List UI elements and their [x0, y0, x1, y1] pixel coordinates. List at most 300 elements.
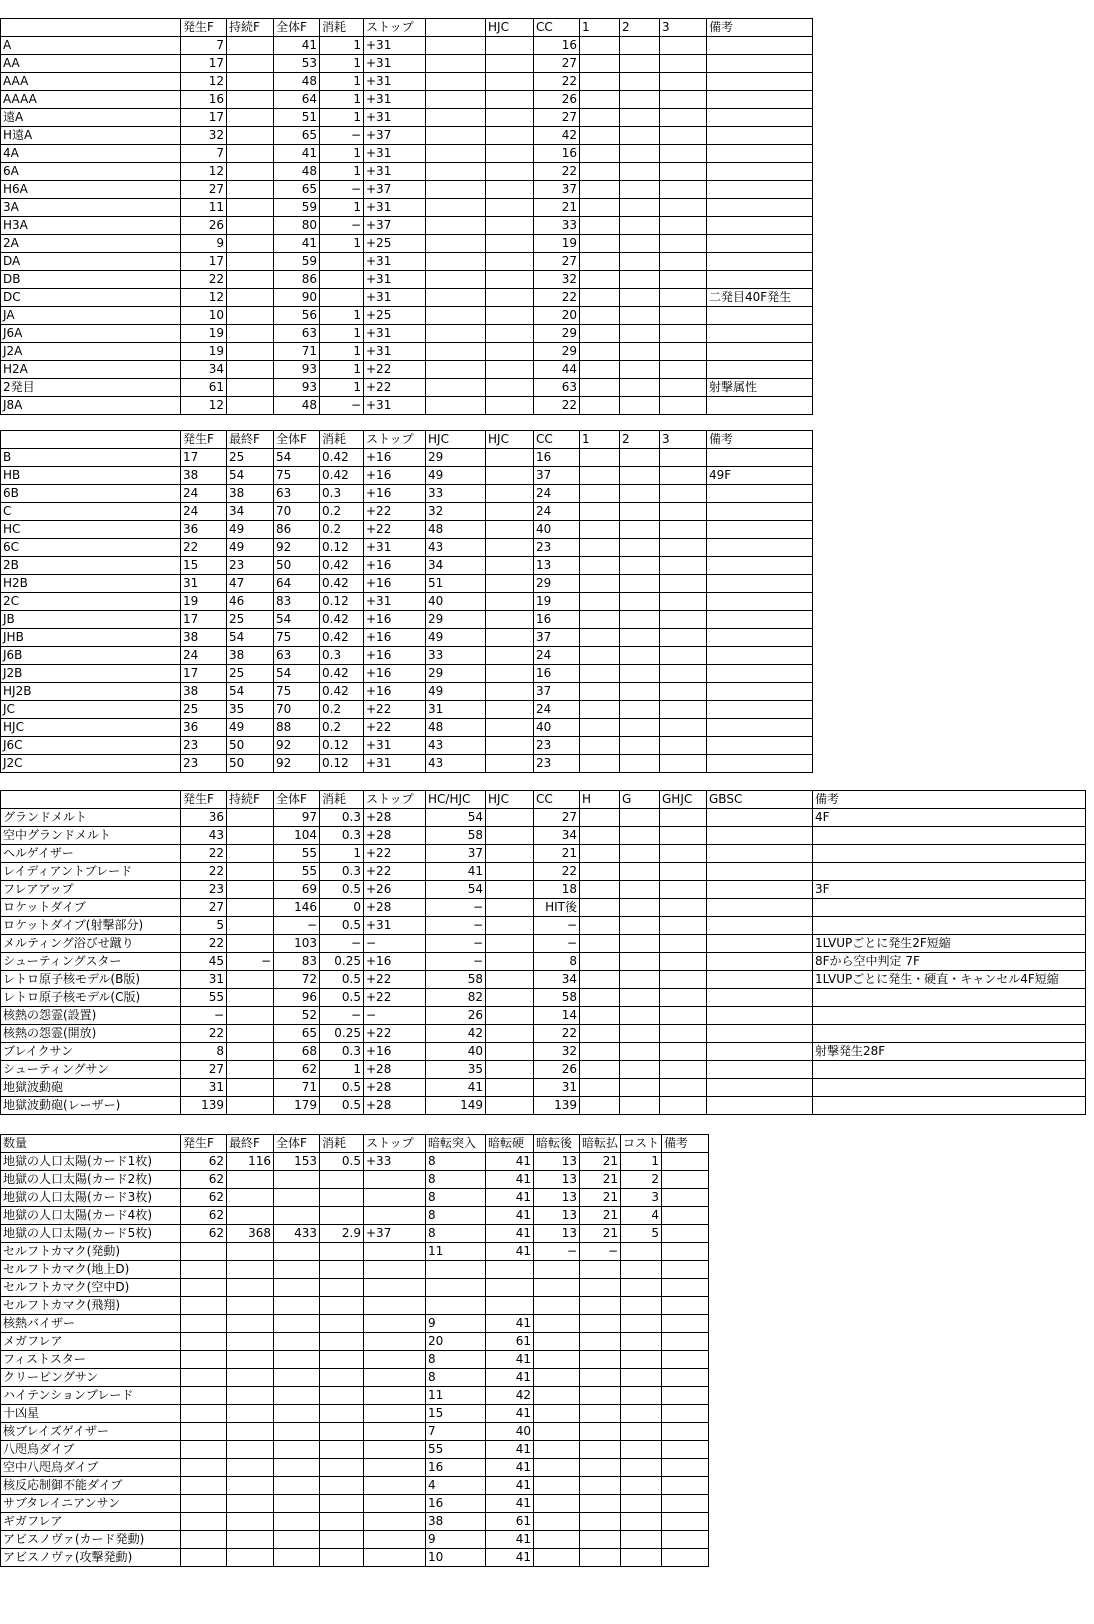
table-cell: 58: [426, 827, 486, 845]
table-row: [1, 971, 1086, 989]
table-cell: [621, 1369, 662, 1387]
table-cell: [621, 1459, 662, 1477]
table-cell: 38: [426, 1513, 486, 1531]
table-cell: [364, 1459, 426, 1477]
table-cell: [227, 325, 274, 343]
table-cell: [227, 163, 274, 181]
table-cell: [426, 1297, 486, 1315]
table-cell: 49: [227, 521, 274, 539]
table-cell: [620, 755, 660, 773]
table-cell: [364, 1261, 426, 1279]
table-cell: [621, 1549, 662, 1567]
column-header: 消耗: [320, 791, 364, 809]
table-cell: 26: [534, 91, 580, 109]
table-row: [1, 1297, 709, 1315]
table-cell: [486, 449, 534, 467]
column-header: コスト: [621, 1135, 662, 1153]
table-cell: 23: [181, 881, 227, 899]
table-cell: 75: [274, 467, 320, 485]
table-cell: [181, 1531, 227, 1549]
table-cell: 27: [181, 181, 227, 199]
table-cell: 146: [274, 899, 320, 917]
table-cell: +28: [364, 809, 426, 827]
table-row: [1, 163, 813, 181]
table-cell: 5: [181, 917, 227, 935]
table-cell: [580, 701, 620, 719]
table-cell: −: [426, 917, 486, 935]
table-cell: [486, 127, 534, 145]
table-cell: [580, 91, 620, 109]
table-cell: [621, 1279, 662, 1297]
table-cell: 90: [274, 289, 320, 307]
column-header: 備考: [813, 791, 1086, 809]
table-cell: [707, 863, 813, 881]
table-cell: [486, 235, 534, 253]
table-cell: [707, 343, 813, 361]
table-cell: [813, 899, 1086, 917]
row-label: JB: [1, 611, 181, 629]
table-cell: [707, 899, 813, 917]
table-cell: [707, 503, 813, 521]
column-header: 持続F: [227, 791, 274, 809]
table-cell: +22: [364, 701, 426, 719]
table-cell: [620, 467, 660, 485]
row-label: 空中八咫烏ダイブ: [1, 1459, 181, 1477]
table-cell: 50: [227, 755, 274, 773]
table-cell: [580, 1261, 621, 1279]
table-cell: [320, 1423, 364, 1441]
table-cell: 41: [426, 863, 486, 881]
table-cell: [707, 521, 813, 539]
table-row: [1, 379, 813, 397]
table-cell: 103: [274, 935, 320, 953]
table-cell: [580, 1387, 621, 1405]
table-cell: [486, 397, 534, 415]
table-cell: 8: [426, 1189, 486, 1207]
table-cell: [660, 899, 707, 917]
table-cell: 61: [486, 1333, 534, 1351]
table-cell: 16: [181, 91, 227, 109]
table-cell: +25: [364, 307, 426, 325]
table-cell: [486, 917, 534, 935]
table-cell: +31: [364, 109, 426, 127]
row-label: 6C: [1, 539, 181, 557]
table-row: [1, 845, 1086, 863]
row-label: H3A: [1, 217, 181, 235]
table-cell: [707, 1079, 813, 1097]
table-cell: [227, 1441, 274, 1459]
table-cell: 36: [181, 809, 227, 827]
table-cell: [580, 521, 620, 539]
table-row: [1, 145, 813, 163]
table-cell: [364, 1243, 426, 1261]
table-cell: 40: [426, 593, 486, 611]
table-cell: 26: [426, 1007, 486, 1025]
table-cell: 5: [621, 1225, 662, 1243]
table-cell: [320, 1261, 364, 1279]
table-cell: +31: [364, 37, 426, 55]
row-label: フィストスター: [1, 1351, 181, 1369]
table-cell: 33: [426, 647, 486, 665]
table-row: [1, 73, 813, 91]
table-cell: [181, 1351, 227, 1369]
row-label: B: [1, 449, 181, 467]
table-cell: [620, 397, 660, 415]
table-cell: +31: [364, 325, 426, 343]
table-cell: [621, 1495, 662, 1513]
table-cell: [486, 361, 534, 379]
row-label: AAA: [1, 73, 181, 91]
table-cell: +16: [364, 611, 426, 629]
table-cell: [580, 235, 620, 253]
table-cell: [274, 1495, 320, 1513]
table-cell: [274, 1171, 320, 1189]
table-row: [1, 683, 813, 701]
table-cell: [660, 1079, 707, 1097]
table-cell: +25: [364, 235, 426, 253]
row-label: 地獄の人口太陽(カード1枚): [1, 1153, 181, 1171]
table-cell: 70: [274, 503, 320, 521]
table-cell: [660, 611, 707, 629]
table-cell: [620, 845, 660, 863]
table-row: [1, 1261, 709, 1279]
row-label: AAAA: [1, 91, 181, 109]
column-header: GHJC: [660, 791, 707, 809]
table-cell: 27: [534, 809, 580, 827]
row-label: 核ブレイズゲイザー: [1, 1423, 181, 1441]
table-cell: +37: [364, 127, 426, 145]
table-cell: +26: [364, 881, 426, 899]
table-cell: [227, 271, 274, 289]
table-cell: 17: [181, 55, 227, 73]
column-header: HJC: [426, 431, 486, 449]
table-row: [1, 989, 1086, 1007]
table-cell: 51: [274, 109, 320, 127]
table-cell: 8: [534, 953, 580, 971]
table-cell: [364, 1405, 426, 1423]
frame-data-table-specials: [0, 790, 1086, 1115]
table-cell: 12: [181, 73, 227, 91]
table-cell: 45: [181, 953, 227, 971]
frame-data-table-shots: [0, 430, 813, 773]
table-cell: 49: [426, 629, 486, 647]
table-cell: [660, 971, 707, 989]
table-cell: [486, 845, 534, 863]
table-cell: 0.12: [320, 539, 364, 557]
table-cell: 41: [486, 1189, 534, 1207]
table-cell: 86: [274, 271, 320, 289]
table-cell: [580, 881, 620, 899]
row-label: A: [1, 37, 181, 55]
table-cell: 10: [426, 1549, 486, 1567]
table-cell: 9: [181, 235, 227, 253]
table-cell: [620, 325, 660, 343]
table-cell: 0.5: [320, 1079, 364, 1097]
table-cell: [660, 1025, 707, 1043]
table-cell: 21: [580, 1189, 621, 1207]
table-cell: [660, 1097, 707, 1115]
table-cell: 1: [320, 37, 364, 55]
table-cell: [534, 1459, 580, 1477]
row-label: HB: [1, 467, 181, 485]
table-cell: 41: [274, 145, 320, 163]
table-cell: 51: [426, 575, 486, 593]
table-cell: 38: [181, 467, 227, 485]
table-cell: [660, 989, 707, 1007]
table-cell: 179: [274, 1097, 320, 1115]
table-cell: [662, 1207, 709, 1225]
table-cell: [486, 145, 534, 163]
table-cell: [181, 1333, 227, 1351]
table-cell: 63: [274, 647, 320, 665]
table-cell: [707, 181, 813, 199]
table-cell: [486, 665, 534, 683]
table-cell: 24: [534, 485, 580, 503]
table-cell: [580, 289, 620, 307]
table-cell: [426, 145, 486, 163]
table-cell: [227, 1495, 274, 1513]
table-cell: [660, 127, 707, 145]
table-cell: [580, 557, 620, 575]
table-cell: 41: [274, 235, 320, 253]
table-cell: 0.42: [320, 557, 364, 575]
table-cell: 54: [274, 665, 320, 683]
table-cell: 50: [227, 737, 274, 755]
table-cell: −: [181, 1007, 227, 1025]
table-cell: 0.12: [320, 593, 364, 611]
row-label: レトロ原子核モデル(B版): [1, 971, 181, 989]
table-cell: [620, 701, 660, 719]
column-header: 備考: [662, 1135, 709, 1153]
table-cell: [621, 1531, 662, 1549]
header-row: [1, 791, 1086, 809]
table-cell: 64: [274, 575, 320, 593]
table-cell: 31: [181, 1079, 227, 1097]
table-cell: [486, 539, 534, 557]
table-cell: 55: [181, 989, 227, 1007]
table-cell: 1: [320, 109, 364, 127]
column-header: ストップ: [364, 19, 426, 37]
table-row: [1, 737, 813, 755]
table-cell: 11: [426, 1243, 486, 1261]
table-cell: [660, 397, 707, 415]
table-cell: [580, 1061, 620, 1079]
table-cell: 0.12: [320, 755, 364, 773]
table-cell: 47: [227, 575, 274, 593]
table-cell: [274, 1189, 320, 1207]
table-cell: 8: [426, 1153, 486, 1171]
table-cell: [227, 1513, 274, 1531]
table-cell: 62: [181, 1207, 227, 1225]
table-cell: 17: [181, 611, 227, 629]
table-cell: [580, 665, 620, 683]
column-header: HJC: [486, 19, 534, 37]
table-cell: +22: [364, 1025, 426, 1043]
table-row: [1, 1225, 709, 1243]
table-cell: +31: [364, 289, 426, 307]
table-cell: 38: [227, 647, 274, 665]
table-cell: 0.3: [320, 1043, 364, 1061]
table-cell: 65: [274, 181, 320, 199]
table-cell: [426, 73, 486, 91]
table-cell: −: [274, 917, 320, 935]
table-cell: [227, 1297, 274, 1315]
table-cell: [707, 557, 813, 575]
table-cell: [486, 1297, 534, 1315]
table-cell: +22: [364, 863, 426, 881]
table-cell: [580, 971, 620, 989]
table-cell: 34: [181, 361, 227, 379]
table-row: [1, 1423, 709, 1441]
table-cell: [227, 1243, 274, 1261]
table-cell: [486, 109, 534, 127]
row-label: H遠A: [1, 127, 181, 145]
column-header: 暗転突入: [426, 1135, 486, 1153]
table-cell: [426, 217, 486, 235]
table-cell: [707, 539, 813, 557]
column-header: 2: [620, 431, 660, 449]
table-cell: [660, 557, 707, 575]
table-cell: [580, 253, 620, 271]
table-cell: 0.42: [320, 467, 364, 485]
table-cell: 27: [534, 109, 580, 127]
row-label: 十凶星: [1, 1405, 181, 1423]
table-cell: 70: [274, 701, 320, 719]
table-cell: [707, 55, 813, 73]
table-cell: HIT後: [534, 899, 580, 917]
table-cell: 8: [181, 1043, 227, 1061]
table-cell: 12: [181, 289, 227, 307]
table-cell: [227, 1097, 274, 1115]
table-cell: [660, 181, 707, 199]
table-cell: [620, 343, 660, 361]
row-label: アビスノヴァ(攻撃発動): [1, 1549, 181, 1567]
table-cell: [274, 1423, 320, 1441]
table-cell: [580, 845, 620, 863]
table-cell: [486, 989, 534, 1007]
table-row: [1, 467, 813, 485]
row-label: 3A: [1, 199, 181, 217]
table-cell: [707, 217, 813, 235]
frame-data-table-normals: [0, 18, 813, 415]
table-cell: 21: [580, 1153, 621, 1171]
table-cell: [426, 361, 486, 379]
table-cell: +16: [364, 683, 426, 701]
table-cell: [580, 1351, 621, 1369]
table-row: [1, 809, 1086, 827]
table-cell: 34: [534, 971, 580, 989]
table-cell: 24: [534, 647, 580, 665]
table-cell: [486, 755, 534, 773]
column-header: CC: [534, 791, 580, 809]
table-cell: [621, 1423, 662, 1441]
table-cell: 0.5: [320, 917, 364, 935]
table-cell: −: [534, 935, 580, 953]
table-cell: 3F: [813, 881, 1086, 899]
table-row: [1, 863, 1086, 881]
table-cell: [707, 235, 813, 253]
table-cell: 16: [534, 37, 580, 55]
table-cell: [364, 1423, 426, 1441]
column-header: 備考: [707, 431, 813, 449]
table-cell: 32: [534, 271, 580, 289]
table-cell: [620, 665, 660, 683]
table-cell: 139: [181, 1097, 227, 1115]
table-cell: 22: [181, 1025, 227, 1043]
row-label: DB: [1, 271, 181, 289]
table-cell: [662, 1243, 709, 1261]
table-cell: [580, 145, 620, 163]
table-cell: 15: [426, 1405, 486, 1423]
table-row: [1, 1189, 709, 1207]
table-cell: 93: [274, 379, 320, 397]
table-cell: [620, 575, 660, 593]
table-cell: 23: [534, 755, 580, 773]
table-cell: [707, 325, 813, 343]
table-cell: [580, 1369, 621, 1387]
table-cell: [364, 1279, 426, 1297]
table-row: [1, 953, 1086, 971]
table-cell: [227, 55, 274, 73]
table-cell: 64: [274, 91, 320, 109]
row-label: レトロ原子核モデル(C版): [1, 989, 181, 1007]
row-label: クリーピングサン: [1, 1369, 181, 1387]
table-cell: [580, 953, 620, 971]
table-row: [1, 665, 813, 683]
table-cell: [662, 1405, 709, 1423]
column-header: 発生F: [181, 431, 227, 449]
table-cell: [320, 1279, 364, 1297]
table-cell: 19: [534, 235, 580, 253]
row-label: 地獄波動砲: [1, 1079, 181, 1097]
table-cell: 0.42: [320, 629, 364, 647]
table-cell: 63: [274, 325, 320, 343]
table-row: [1, 539, 813, 557]
table-cell: [660, 701, 707, 719]
table-cell: [486, 1043, 534, 1061]
table-cell: [580, 37, 620, 55]
table-cell: [620, 1007, 660, 1025]
table-row: [1, 701, 813, 719]
column-header: 暗転払: [580, 1135, 621, 1153]
row-label: J2B: [1, 665, 181, 683]
table-cell: 41: [486, 1153, 534, 1171]
table-cell: 17: [181, 449, 227, 467]
table-cell: [580, 611, 620, 629]
table-row: [1, 1207, 709, 1225]
table-cell: 40: [426, 1043, 486, 1061]
table-cell: 8: [426, 1369, 486, 1387]
table-cell: [813, 917, 1086, 935]
table-cell: [486, 163, 534, 181]
table-cell: [181, 1279, 227, 1297]
table-row: [1, 755, 813, 773]
table-cell: 58: [534, 989, 580, 1007]
column-header: 全体F: [274, 1135, 320, 1153]
table-cell: 16: [534, 449, 580, 467]
table-cell: 27: [181, 899, 227, 917]
table-cell: [227, 1189, 274, 1207]
table-cell: [227, 1261, 274, 1279]
table-row: [1, 827, 1086, 845]
table-cell: [707, 827, 813, 845]
table-cell: [707, 397, 813, 415]
table-cell: [707, 647, 813, 665]
row-label: セルフトカマク(飛翔): [1, 1297, 181, 1315]
table-cell: [660, 845, 707, 863]
table-cell: [227, 1351, 274, 1369]
table-cell: 25: [181, 701, 227, 719]
